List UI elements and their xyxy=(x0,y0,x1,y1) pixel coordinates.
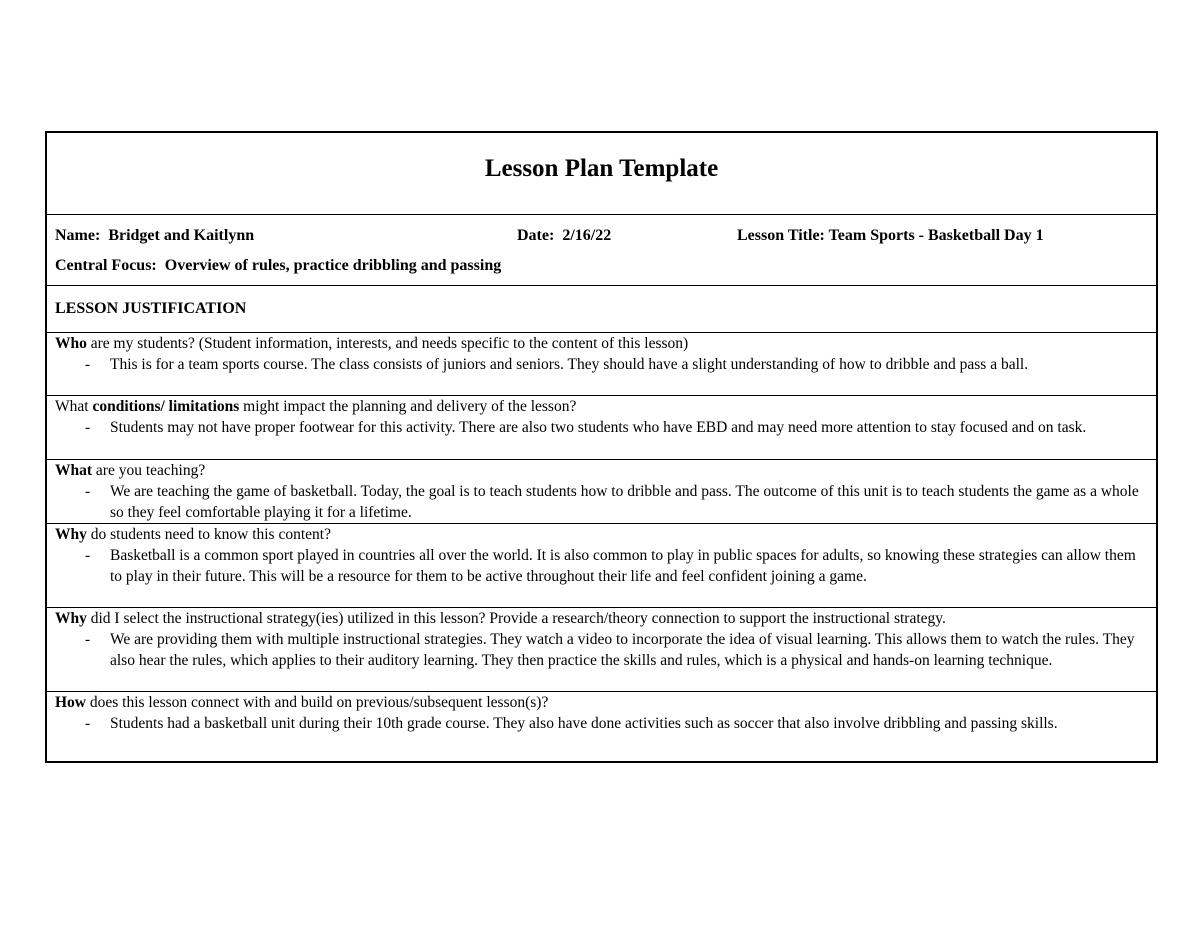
section-question: Who are my students? (Student information, interests, and needs specific to the content of this lesson) xyxy=(55,335,689,352)
section-answer xyxy=(55,418,1148,439)
section-question: What conditions/ limitations might impact the planning and delivery of the lesson? xyxy=(55,398,577,415)
answer-text: Basketball is a common sport played in countries all over the world. It is also common to play in public spaces for adults, so knowing these strategies can allow them to play in their future. This will be a resource for them to be active throughout their life and feel confident joining a game. xyxy=(110,546,1136,585)
section-what xyxy=(47,460,1156,524)
lesson-title-value: Team Sports - Basketball Day 1 xyxy=(828,227,1044,244)
bullet-dash: - xyxy=(85,418,91,436)
date-label: Date: xyxy=(517,227,555,244)
section-who xyxy=(47,333,1156,396)
lesson-title-field xyxy=(737,227,1044,245)
section-answer xyxy=(55,482,1148,524)
bullet-dash: - xyxy=(85,482,91,500)
central-focus-value: Overview of rules, practice dribbling and passing xyxy=(164,257,502,274)
answer-text: Students had a basketball unit during their 10th grade course. They also have done activities such as soccer that also involve dribbling and passing skills. xyxy=(110,714,1058,732)
section-how xyxy=(47,692,1156,761)
bullet-dash: - xyxy=(85,630,91,648)
section-why-strategy xyxy=(47,608,1156,692)
lesson-title-label: Lesson Title: xyxy=(737,227,825,244)
question-keyword: Why xyxy=(55,526,87,543)
question-keyword: How xyxy=(55,694,86,711)
section-conditions xyxy=(47,396,1156,460)
section-question: Why do students need to know this content? xyxy=(55,526,331,543)
section-answer xyxy=(55,355,1148,376)
question-keyword: Who xyxy=(55,335,87,352)
section-question: How does this lesson connect with and build on previous/subsequent lesson(s)? xyxy=(55,694,549,711)
lesson-plan-document xyxy=(45,131,1158,763)
name-value: Bridget and Kaitlynn xyxy=(108,227,255,244)
question-keyword: What xyxy=(55,462,93,479)
section-answer xyxy=(55,630,1148,672)
date-field xyxy=(517,227,611,245)
central-focus-field xyxy=(55,257,501,275)
answer-text: We are providing them with multiple instructional strategies. They watch a video to incorporate the idea of visual learning. This allows them to watch the rules. They also hear the rules, which applies to their auditory learning. They then practice the skills and rules, which is a physical and hands-on learning technique. xyxy=(110,630,1135,669)
answer-text: Students may not have proper footwear for this activity. There are also two students who have EBD and may need more attention to stay focused and on task. xyxy=(110,418,1087,436)
info-row xyxy=(47,215,1156,286)
title-row xyxy=(47,133,1156,215)
page-title: Lesson Plan Template xyxy=(484,154,719,182)
central-focus-label: Central Focus: xyxy=(55,257,157,274)
bullet-dash: - xyxy=(85,546,91,564)
question-keyword: Why xyxy=(55,610,87,627)
answer-text: This is for a team sports course. The class consists of juniors and seniors. They should have a slight understanding of how to dribble and pass a ball. xyxy=(110,355,1029,373)
date-value: 2/16/22 xyxy=(562,227,612,244)
section-why-content xyxy=(47,524,1156,608)
bullet-dash: - xyxy=(85,714,91,732)
section-answer xyxy=(55,714,1148,735)
name-label: Name: xyxy=(55,227,101,244)
answer-text: We are teaching the game of basketball. Today, the goal is to teach students how to dribble and pass. The outcome of this unit is to teach students the game as a whole so they feel comfortable playing it for a lifetime. xyxy=(110,482,1139,521)
bullet-dash: - xyxy=(85,355,91,373)
section-answer xyxy=(55,546,1148,588)
justification-heading: LESSON JUSTIFICATION xyxy=(47,286,1156,333)
section-question: Why did I select the instructional strategy(ies) utilized in this lesson? Provide a research/theory connection to support the instructional strategy. xyxy=(55,610,946,627)
name-field xyxy=(55,227,254,245)
section-question: What are you teaching? xyxy=(55,462,206,479)
question-keyword: conditions/ limitations xyxy=(92,398,240,415)
